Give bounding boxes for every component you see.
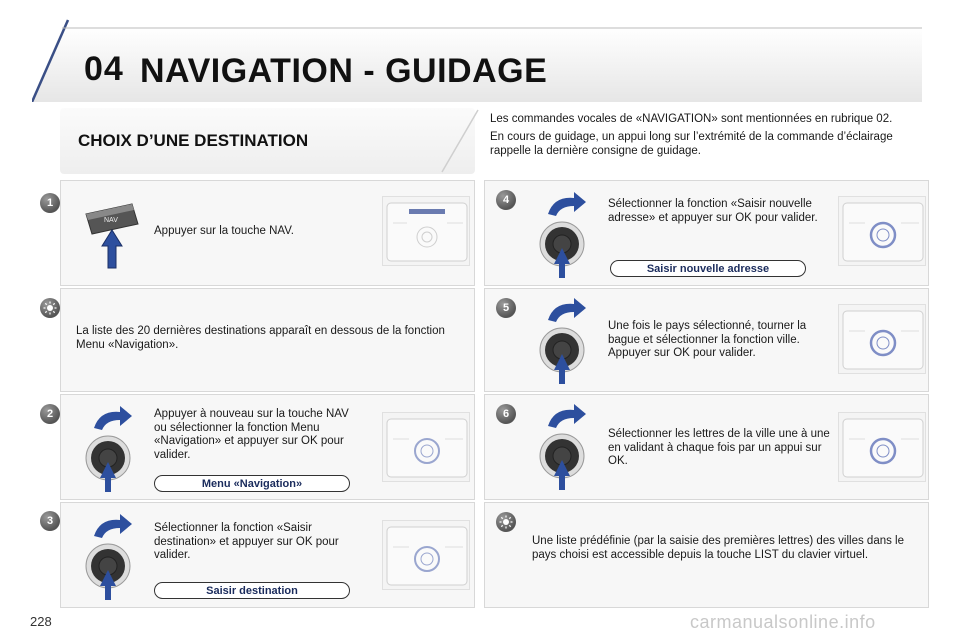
chapter-title: NAVIGATION - GUIDAGE: [140, 52, 548, 90]
intro-paragraph-2: En cours de guidage, un appui long sur l’extrémité de la commande d’éclairage rappelle la dernière consigne de guidage.: [490, 131, 893, 157]
rotary-knob-icon: [534, 400, 594, 490]
step-1-text: Appuyer sur la touche NAV.: [154, 225, 294, 237]
step-2-text: Appuyer à nouveau sur la touche NAV ou sélectionner la fonction Menu «Navigation» et appuyer sur OK pour valider.: [154, 408, 349, 461]
nav-button-icon: [82, 200, 142, 270]
step-3-badge: 3: [40, 511, 60, 531]
chapter-number: 04: [84, 50, 124, 88]
section-title: CHOIX D’UNE DESTINATION: [78, 131, 309, 150]
radio-panel-thumbnail: [382, 196, 470, 266]
step-1-badge: 1: [40, 193, 60, 213]
tip-1-lightbulb-icon: [40, 298, 60, 318]
radio-panel-thumbnail: [838, 196, 926, 266]
menu-navigation-label: Menu «Navigation»: [154, 475, 350, 492]
rotary-knob-icon: [534, 188, 594, 278]
step-4-badge: 4: [496, 190, 516, 210]
subtitle-slash-decoration: [440, 108, 480, 174]
page-number: 228: [30, 614, 52, 629]
radio-panel-thumbnail: [382, 520, 470, 590]
intro-text: [490, 112, 920, 162]
saisir-nouvelle-adresse-label: Saisir nouvelle adresse: [610, 260, 806, 277]
step-3-text: Sélectionner la fonction «Saisir destination» et appuyer sur OK pour valider.: [154, 522, 339, 561]
step-2-badge: 2: [40, 404, 60, 424]
saisir-destination-label: Saisir destination: [154, 582, 350, 599]
step-4-text: Sélectionner la fonction «Saisir nouvelle adresse» et appuyer sur OK pour valider.: [608, 198, 818, 224]
step-5-text: Une fois le pays sélectionné, tourner la bague et sélectionner la fonction ville. Appuyer sur OK pour valider.: [608, 320, 807, 359]
radio-panel-thumbnail: [838, 304, 926, 374]
tip-1-text: La liste des 20 dernières destinations apparaît en dessous de la fonction Menu «Navigation».: [76, 325, 445, 351]
intro-paragraph-1: Les commandes vocales de «NAVIGATION» sont mentionnées en rubrique 02.: [490, 113, 893, 125]
tip-2-text: Une liste prédéfinie (par la saisie des premières lettres) des villes dans le pays choisi est accessible depuis la touche LIST du clavier virtuel.: [532, 535, 905, 561]
rotary-knob-icon: [534, 294, 594, 384]
nav-button-label: NAV: [104, 217, 118, 224]
rotary-knob-icon: [80, 510, 140, 600]
step-6-text: Sélectionner les lettres de la ville une à une en validant à chaque fois par un appui sur OK.: [608, 428, 830, 467]
radio-panel-thumbnail: [838, 412, 926, 482]
step-5-badge: 5: [496, 298, 516, 318]
watermark: carmanualsonline.info: [690, 612, 876, 632]
radio-panel-thumbnail: [382, 412, 470, 482]
step-6-badge: 6: [496, 404, 516, 424]
tip-2-lightbulb-icon: [496, 512, 516, 532]
rotary-knob-icon: [80, 402, 140, 492]
